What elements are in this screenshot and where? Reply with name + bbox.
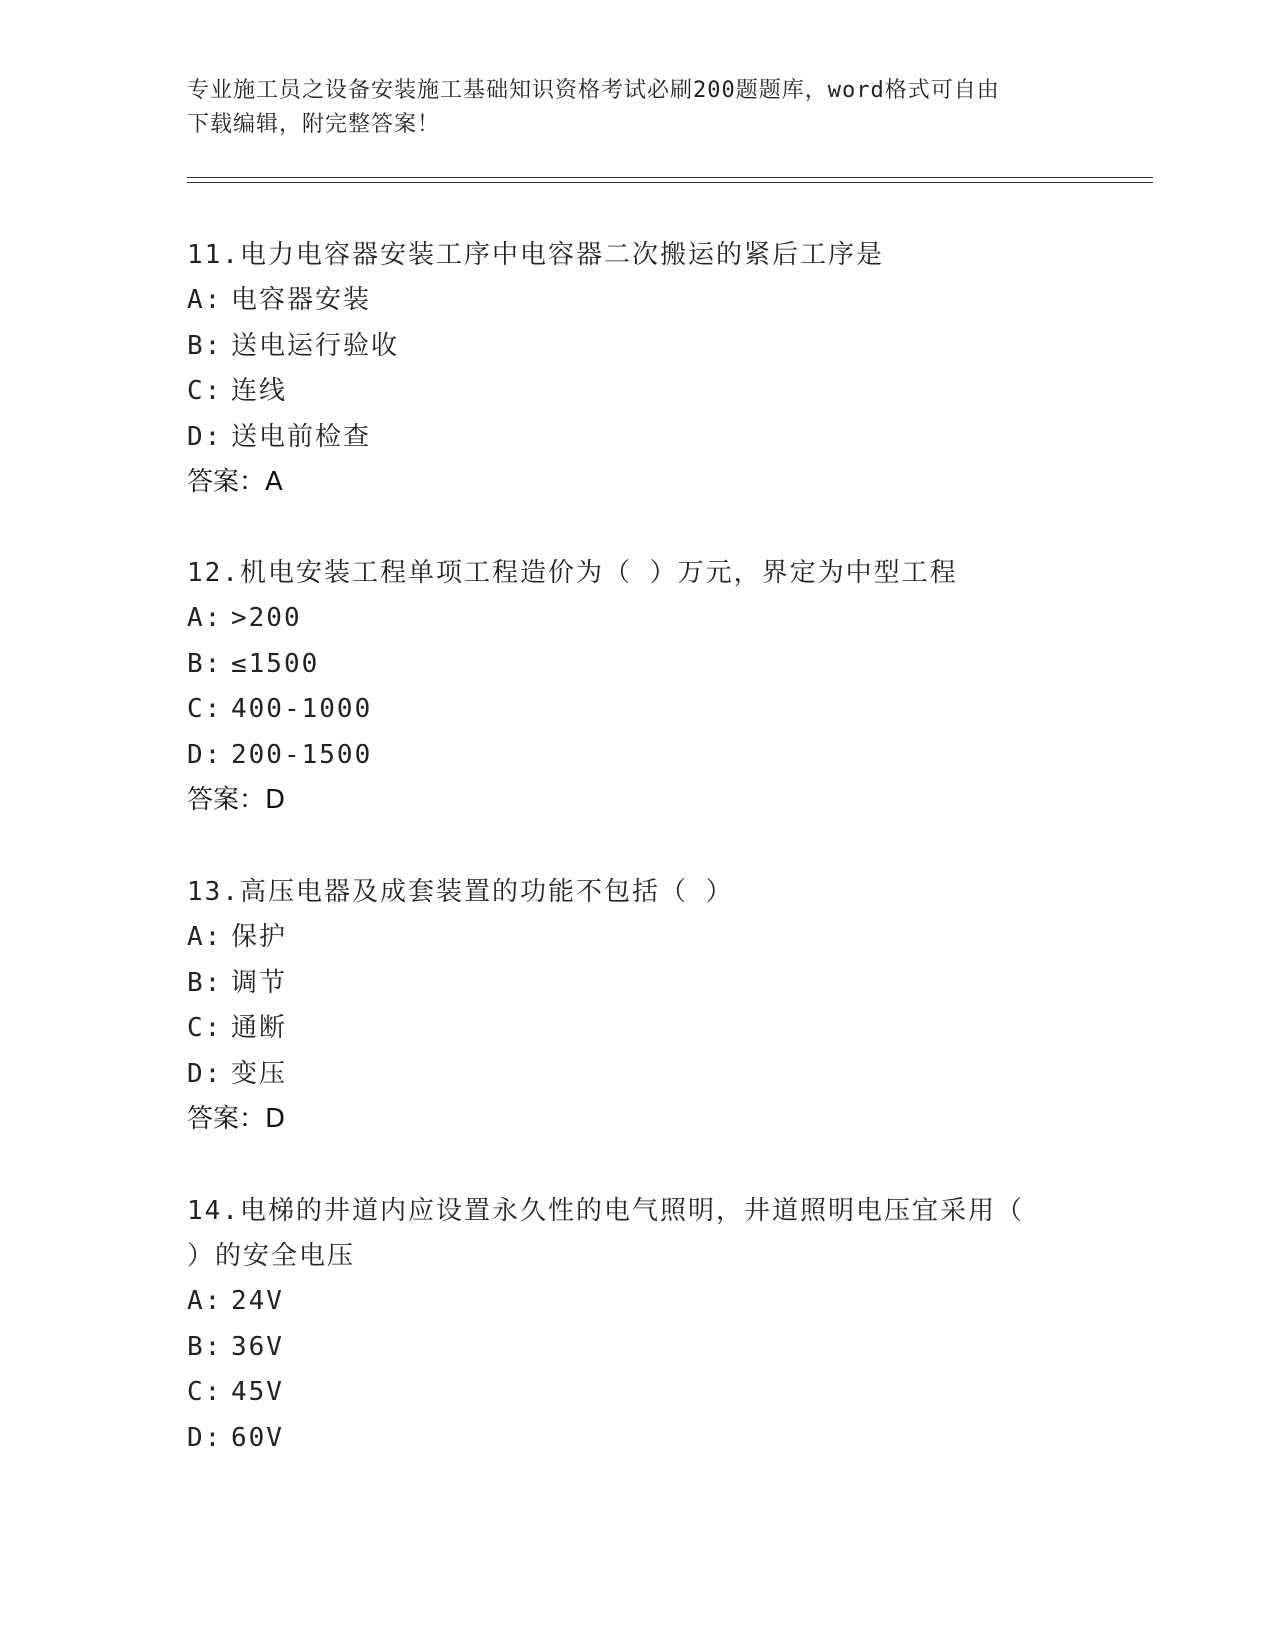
answer-line: 答案：A	[187, 467, 283, 497]
option-key: D:	[187, 421, 223, 452]
option-b	[187, 1325, 1127, 1371]
option-text: 200-1500	[231, 739, 373, 770]
option-c	[187, 369, 1127, 415]
question-title: 12.机电安装工程单项工程造价为（ ）万元，界定为中型工程	[187, 558, 958, 588]
option-text: 45V	[231, 1377, 284, 1407]
option-c	[187, 1370, 1127, 1416]
option-d	[187, 415, 1127, 461]
option-text: ≤1500	[231, 648, 320, 679]
option-key: C:	[187, 1377, 223, 1407]
option-text: 24V	[231, 1286, 284, 1316]
option-text: >200	[231, 603, 302, 633]
question-13	[187, 870, 1127, 1143]
option-b	[187, 642, 1127, 688]
option-key: B:	[187, 648, 223, 679]
option-text: 36V	[231, 1331, 284, 1362]
option-text: 送电前检查	[231, 421, 372, 452]
option-key: C:	[187, 376, 223, 406]
header-line-2: 下载编辑，附完整答案！	[187, 112, 441, 137]
option-b	[187, 324, 1127, 370]
option-d	[187, 1052, 1127, 1098]
header-line-1: 专业施工员之设备安装施工基础知识资格考试必刷200题题库，word格式可自由	[187, 78, 1000, 103]
option-key: A:	[187, 922, 223, 952]
answer-line: 答案：D	[187, 1104, 286, 1134]
question-title: 13.高压电器及成套装置的功能不包括（ ）	[187, 877, 734, 907]
option-c	[187, 1006, 1127, 1052]
answer-line: 答案：D	[187, 785, 286, 815]
option-text: 送电运行验收	[231, 330, 400, 361]
option-key: D:	[187, 1058, 223, 1089]
option-c	[187, 687, 1127, 733]
option-key: B:	[187, 330, 223, 361]
option-text: 通断	[231, 1013, 288, 1043]
option-key: A:	[187, 1286, 223, 1316]
option-text: 调节	[231, 967, 288, 998]
option-b	[187, 961, 1127, 1007]
question-14	[187, 1189, 1127, 1461]
header-divider-bottom	[187, 182, 1153, 183]
header-divider-top	[187, 177, 1153, 178]
option-a	[187, 1279, 1127, 1325]
option-key: D:	[187, 739, 223, 770]
option-text: 连线	[231, 376, 288, 406]
option-text: 变压	[231, 1058, 288, 1089]
option-key: B:	[187, 1331, 223, 1362]
option-key: B:	[187, 967, 223, 998]
option-a	[187, 596, 1127, 642]
question-12	[187, 551, 1127, 824]
question-title-line-1: 14.电梯的井道内应设置永久性的电气照明，井道照明电压宜采用（	[187, 1196, 1024, 1226]
option-text: 保护	[231, 922, 288, 952]
option-d	[187, 733, 1127, 779]
option-key: A:	[187, 603, 223, 633]
document-header	[187, 74, 1067, 142]
option-key: A:	[187, 285, 223, 315]
option-a	[187, 278, 1127, 324]
option-key: C:	[187, 694, 223, 724]
option-d	[187, 1416, 1127, 1462]
option-text: 电容器安装	[231, 285, 372, 315]
question-title-line-2: ）的安全电压	[187, 1241, 356, 1271]
option-text: 60V	[231, 1422, 284, 1453]
option-a	[187, 915, 1127, 961]
option-key: C:	[187, 1013, 223, 1043]
option-key: D:	[187, 1422, 223, 1453]
question-11	[187, 233, 1127, 506]
question-title: 11.电力电容器安装工序中电容器二次搬运的紧后工序是	[187, 240, 884, 270]
option-text: 400-1000	[231, 694, 373, 724]
